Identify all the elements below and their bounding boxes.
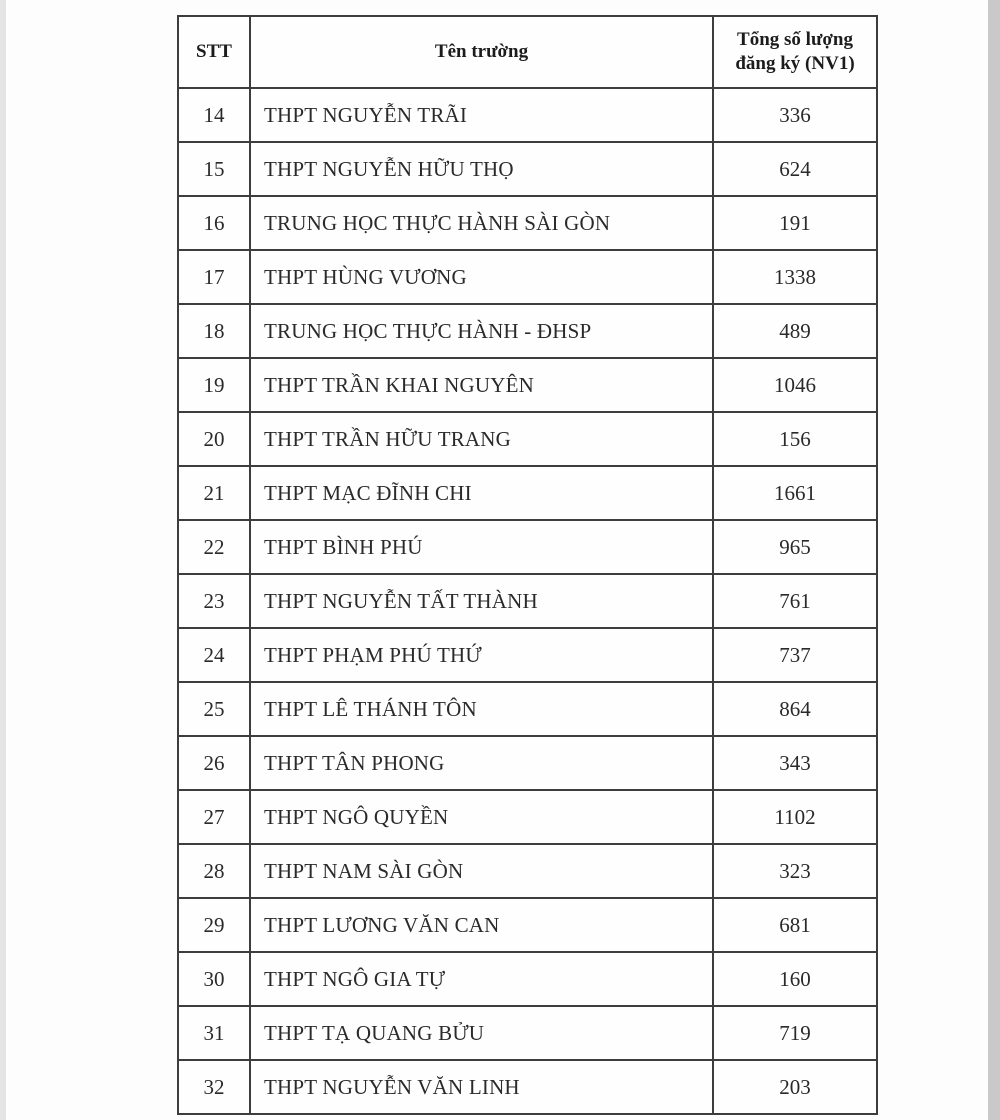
registration-count-cell: 191: [713, 196, 877, 250]
row-number-cell: 19: [178, 358, 250, 412]
header-total-registrations: Tổng số lượng đăng ký (NV1): [713, 16, 877, 88]
header-stt: STT: [178, 16, 250, 88]
row-number-cell: 18: [178, 304, 250, 358]
table-row: [178, 412, 877, 466]
table-row: [178, 574, 877, 628]
table-row: [178, 88, 877, 142]
registration-count-cell: 761: [713, 574, 877, 628]
table-row: [178, 250, 877, 304]
row-number-cell: 31: [178, 1006, 250, 1060]
row-number-cell: 30: [178, 952, 250, 1006]
school-name-cell: TRUNG HỌC THỰC HÀNH SÀI GÒN: [250, 196, 713, 250]
left-edge-strip: [0, 0, 6, 1120]
school-name-cell: THPT PHẠM PHÚ THỨ: [250, 628, 713, 682]
registration-count-cell: 160: [713, 952, 877, 1006]
row-number-cell: 21: [178, 466, 250, 520]
table-row: [178, 142, 877, 196]
table-row: [178, 358, 877, 412]
table-row: [178, 1060, 877, 1114]
registration-count-cell: 681: [713, 898, 877, 952]
registration-count-cell: 864: [713, 682, 877, 736]
table-row: [178, 844, 877, 898]
table-row: [178, 304, 877, 358]
school-name-cell: THPT LƯƠNG VĂN CAN: [250, 898, 713, 952]
table-row: [178, 466, 877, 520]
table-row: [178, 682, 877, 736]
registration-count-cell: 1102: [713, 790, 877, 844]
registration-count-cell: 156: [713, 412, 877, 466]
registration-table: [177, 15, 878, 1115]
table-row: [178, 952, 877, 1006]
table-row: [178, 736, 877, 790]
school-name-cell: THPT NGUYỄN VĂN LINH: [250, 1060, 713, 1114]
school-name-cell: THPT TRẦN HỮU TRANG: [250, 412, 713, 466]
row-number-cell: 16: [178, 196, 250, 250]
row-number-cell: 27: [178, 790, 250, 844]
row-number-cell: 26: [178, 736, 250, 790]
registration-count-cell: 737: [713, 628, 877, 682]
school-name-cell: THPT BÌNH PHÚ: [250, 520, 713, 574]
row-number-cell: 22: [178, 520, 250, 574]
table-header: [178, 16, 877, 88]
registration-count-cell: 323: [713, 844, 877, 898]
school-name-cell: THPT TRẦN KHAI NGUYÊN: [250, 358, 713, 412]
table-row: [178, 628, 877, 682]
registration-count-cell: 1046: [713, 358, 877, 412]
registration-count-cell: 624: [713, 142, 877, 196]
table-row: [178, 790, 877, 844]
school-name-cell: THPT NGUYỄN TẤT THÀNH: [250, 574, 713, 628]
row-number-cell: 28: [178, 844, 250, 898]
registration-count-cell: 1661: [713, 466, 877, 520]
row-number-cell: 20: [178, 412, 250, 466]
school-name-cell: THPT NAM SÀI GÒN: [250, 844, 713, 898]
school-name-cell: THPT NGUYỄN TRÃI: [250, 88, 713, 142]
right-edge-strip: [988, 0, 1000, 1120]
registration-count-cell: 343: [713, 736, 877, 790]
registration-count-cell: 965: [713, 520, 877, 574]
table-row: [178, 1006, 877, 1060]
school-name-cell: THPT TẠ QUANG BỬU: [250, 1006, 713, 1060]
table-body: [178, 88, 877, 1114]
school-name-cell: THPT MẠC ĐĨNH CHI: [250, 466, 713, 520]
row-number-cell: 17: [178, 250, 250, 304]
row-number-cell: 25: [178, 682, 250, 736]
registration-count-cell: 336: [713, 88, 877, 142]
row-number-cell: 32: [178, 1060, 250, 1114]
registration-count-cell: 203: [713, 1060, 877, 1114]
school-name-cell: THPT NGÔ GIA TỰ: [250, 952, 713, 1006]
header-school-name: Tên trường: [250, 16, 713, 88]
registration-count-cell: 719: [713, 1006, 877, 1060]
registration-count-cell: 1338: [713, 250, 877, 304]
row-number-cell: 29: [178, 898, 250, 952]
school-name-cell: THPT NGUYỄN HỮU THỌ: [250, 142, 713, 196]
school-name-cell: THPT HÙNG VƯƠNG: [250, 250, 713, 304]
school-name-cell: THPT LÊ THÁNH TÔN: [250, 682, 713, 736]
table-row: [178, 898, 877, 952]
school-name-cell: THPT NGÔ QUYỀN: [250, 790, 713, 844]
registration-count-cell: 489: [713, 304, 877, 358]
row-number-cell: 15: [178, 142, 250, 196]
school-name-cell: TRUNG HỌC THỰC HÀNH - ĐHSP: [250, 304, 713, 358]
header-row: [178, 16, 877, 88]
row-number-cell: 24: [178, 628, 250, 682]
row-number-cell: 14: [178, 88, 250, 142]
school-name-cell: THPT TÂN PHONG: [250, 736, 713, 790]
table-row: [178, 196, 877, 250]
row-number-cell: 23: [178, 574, 250, 628]
table-row: [178, 520, 877, 574]
